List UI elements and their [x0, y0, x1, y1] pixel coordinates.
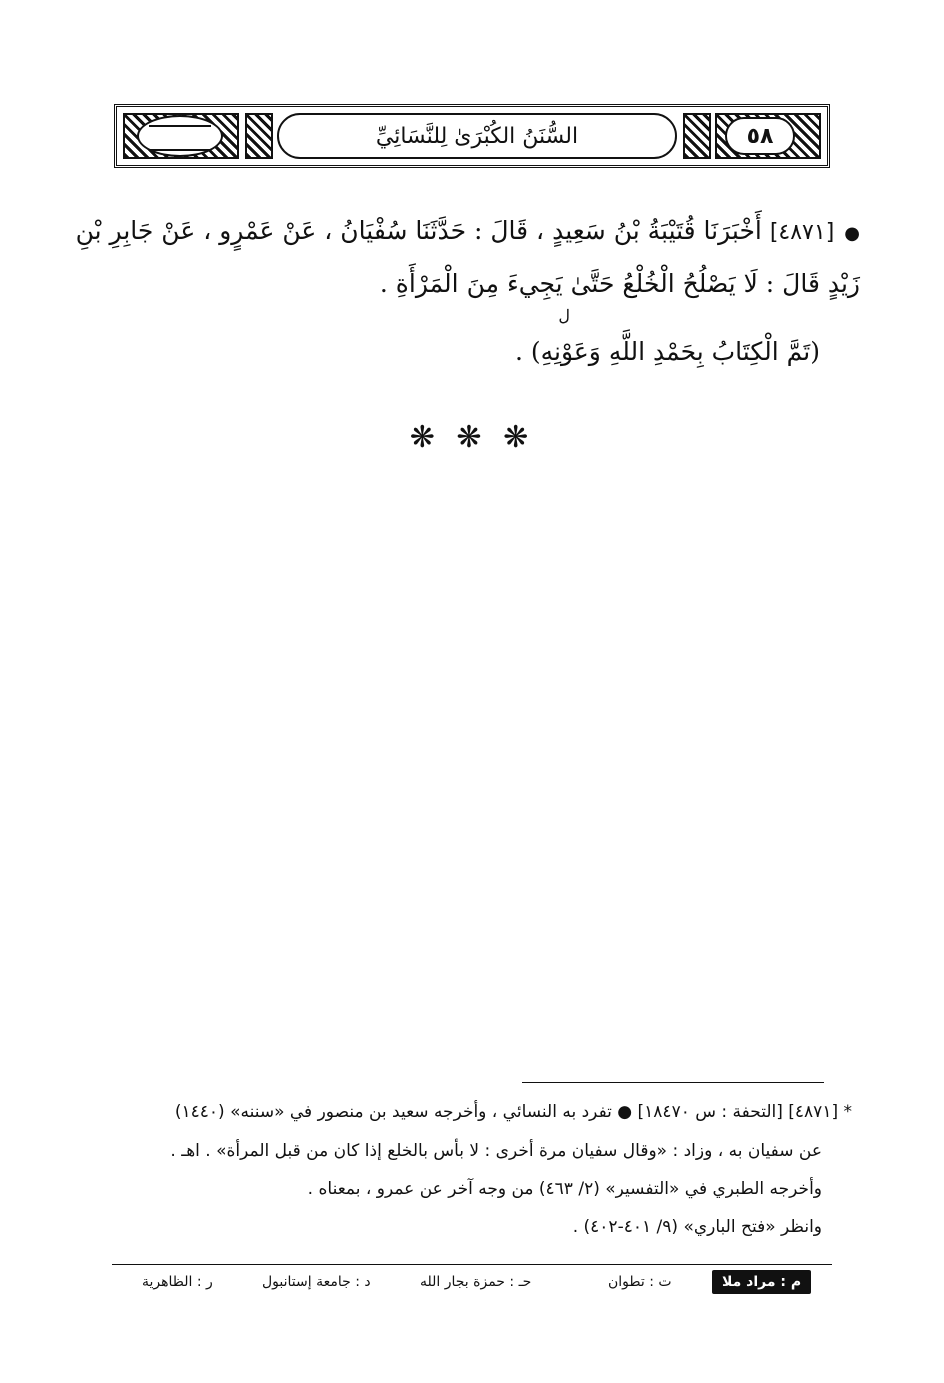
ornament-band-mid-left — [245, 113, 273, 159]
book-seal-icon — [137, 115, 223, 157]
hadith-number: [٤٨٧١] — [769, 220, 835, 245]
footnote-line-4: وانظر «فتح الباري» (٩/ ٤٠١-٤٠٢) . — [572, 1217, 822, 1237]
book-title: السُّنَنُ الكُبْرَىٰ لِلنَّسَائِيِّ — [375, 123, 579, 149]
colophon-text: (تَمَّ الْكِتَابُ بِحَمْدِ اللَّهِ وَعَوْنِهِ) . — [514, 337, 820, 366]
footnote-line-2: عن سفيان به ، وزاد : «وقال سفيان مرة أخرى : لا بأس بالخلع إذا كان من قبل المرأة» . اهـ . — [170, 1141, 822, 1161]
section-separator: ❋ ❋ ❋ — [409, 420, 535, 455]
page-number: ٥٨ — [746, 123, 774, 149]
hadith-line-1 — [76, 205, 860, 260]
page-number-cartouche — [725, 117, 795, 155]
margin-mark: ل — [558, 306, 570, 325]
legend-divider — [112, 1264, 832, 1265]
footnote-divider — [522, 1082, 824, 1083]
legend-manuscript-h: حـ : حمزة بجار الله — [420, 1274, 532, 1290]
hadith-text-line-1: أَخْبَرَنَا قُتَيْبَةُ بْنُ سَعِيدٍ ، قَالَ : حَدَّثَنَا سُفْيَانُ ، عَنْ عَمْرٍو ، عَنْ جَابِرِ بْنِ — [75, 216, 762, 245]
legend-manuscript-t: ت : تطوان — [608, 1274, 672, 1290]
ornament-band-mid-right — [683, 113, 711, 159]
title-cartouche — [277, 113, 677, 159]
legend-manuscript-m: م : مراد ملا — [712, 1270, 811, 1294]
hadith-line-2 — [380, 258, 860, 310]
legend-manuscript-d: د : جامعة إستانبول — [262, 1274, 371, 1290]
hadith-line-3 — [515, 326, 820, 378]
legend-manuscript-r: ر : الظاهرية — [142, 1274, 213, 1290]
footnote-line-1: * [٤٨٧١] [التحفة : س ١٨٤٧٠] ● تفرد به النسائي ، وأخرجه سعيد بن منصور في «سننه» (١٤٤٠) — [174, 1102, 852, 1122]
bullet-icon: ● — [844, 223, 860, 244]
page-header — [114, 104, 830, 168]
footnote-line-3: وأخرجه الطبري في «التفسير» (٢/ ٤٦٣) من وجه آخر عن عمرو ، بمعناه . — [307, 1179, 822, 1199]
hadith-text-line-2: زَيْدٍ قَالَ : لَا يَصْلُحُ الْخُلْعُ حَتَّىٰ يَجِيءَ مِنَ الْمَرْأَةِ . — [379, 269, 860, 298]
